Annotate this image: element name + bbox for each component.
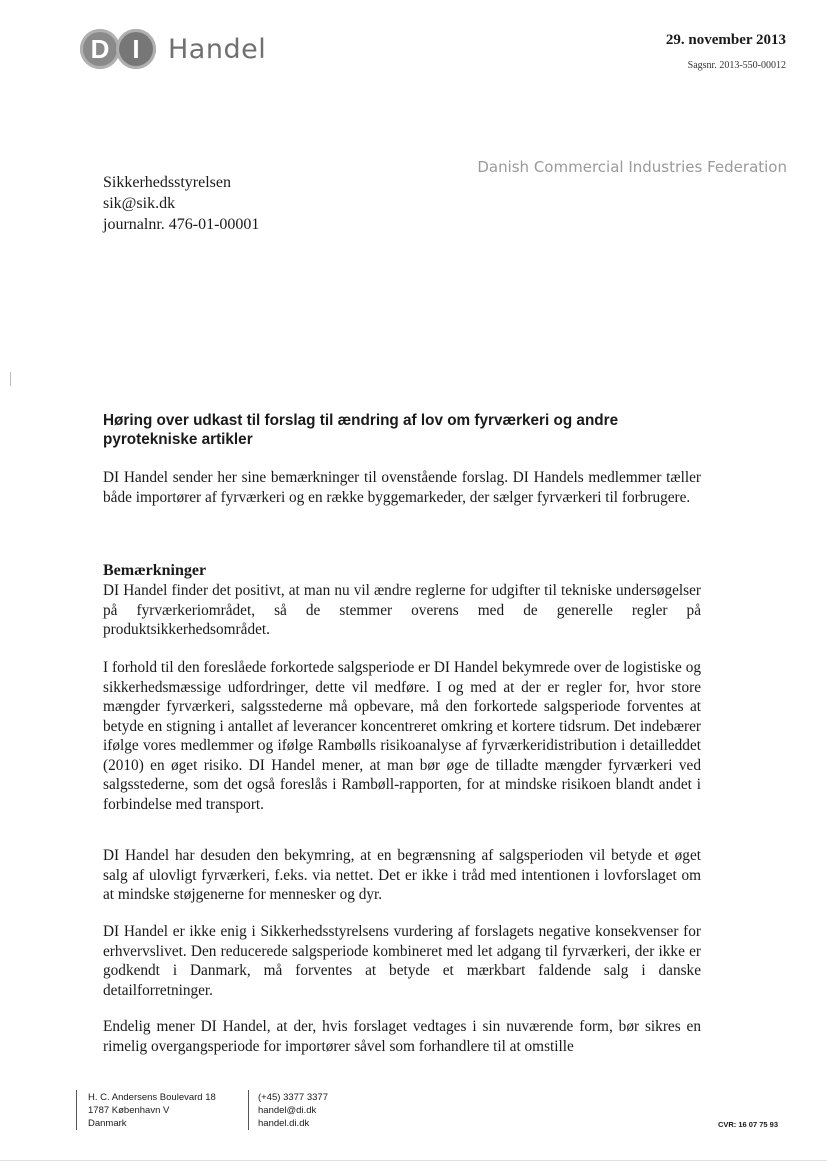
recipient-journal: journalnr. 476-01-00001	[103, 216, 260, 233]
page-bottom-line	[0, 1160, 827, 1161]
footer-divider-mid	[248, 1090, 249, 1130]
case-number: Sagsnr. 2013-550-00012	[687, 60, 786, 71]
contact-phone: (+45) 3377 3377	[258, 1092, 328, 1103]
contact-email: handel@di.dk	[258, 1105, 317, 1116]
cvr-number: CVR: 16 07 75 93	[717, 1120, 778, 1129]
paragraph-3: DI Handel har desuden den bekymring, at en begrænsning af salgsperioden vil betyde et øget salg af ulovligt fyrværkeri, f.eks. via nettet. Det er ikke i tråd med intentionen i lovforslaget om at mindske støjgenerne for mennesker og dyr.	[103, 847, 701, 903]
logo-name: Handel	[168, 33, 267, 65]
paragraph-5: Endelig mener DI Handel, at der, hvis forslaget vedtages i sin nuværende form, bør sikres en rimelig overgangsperiode for importører såvel som forhandlere til at omstille	[103, 1018, 701, 1055]
logo-i-circle: I	[116, 29, 156, 69]
address-city: 1787 København V	[88, 1105, 170, 1116]
margin-mark	[10, 372, 11, 386]
address-country: Danmark	[88, 1118, 127, 1129]
contact-web: handel.di.dk	[258, 1118, 310, 1129]
letter-heading: Høring over udkast til forslag til ændring af lov om fyrværkeri og andre pyrotekniske artikler	[103, 412, 619, 448]
recipient-name: Sikkerhedsstyrelsen	[103, 174, 231, 191]
footer-contact	[258, 1091, 328, 1130]
address-street: H. C. Andersens Boulevard 18	[88, 1092, 216, 1103]
intro-paragraph: DI Handel sender her sine bemærkninger til ovenstående forslag. DI Handels medlemmer tæller både importører af fyrværkeri og en række byggemarkeder, der sælger fyrværkeri til forbrugere.	[103, 469, 701, 506]
paragraph-2: I forhold til den foreslåede forkortede salgsperiode er DI Handel bekymrede over de logistiske og sikkerhedsmæssige udfordringer, dette vil medføre. I og med at der er regler for, hvor store mængder fyrværkeri, salgsstederne må opbevare, må den forkortede salgsperiode forventes at betyde en stigning i antallet af leverancer koncentreret omkring et kortere tidsrum. Det indebærer ifølge vores medlemmer og ifølge Rambølls risikoanalyse af fyrværkeridistribution i detailleddet (2010) en øget risiko. DI Handel mener, at man bør øge de tilladte mængder fyrværkeri ved salgsstederne, som det også foreslås i Rambøll-rapporten, for at mindske risikoen blandt andet i forbindelse med transport.	[103, 659, 701, 813]
paragraph-4: DI Handel er ikke enig i Sikkerhedsstyrelsens vurdering af forslagets negative konsekvenser for erhvervslivet. Den reducerede salgsperiode kombineret med let adgang til fyrværkeri, der ikke er godkendt i Danmark, må forventes at betyde et mærkbart faldende salg i danske detailforretninger.	[103, 923, 701, 999]
footer-divider-left	[76, 1090, 77, 1130]
recipient-block	[103, 172, 259, 235]
logo-d-circle: D	[80, 29, 120, 69]
di-handel-logo	[80, 28, 266, 70]
paragraph-1: DI Handel finder det positivt, at man nu vil ændre reglerne for udgifter til tekniske undersøgelser på fyrværkeriområdet, så de stemmer overens med de generelle regler på produktsikkerhedsområdet.	[103, 582, 701, 638]
section-title: Bemærkninger	[103, 562, 207, 579]
recipient-email: sik@sik.dk	[103, 195, 176, 212]
federation-name: Danish Commercial Industries Federation	[477, 158, 787, 176]
letter-date: 29. november 2013	[665, 32, 786, 48]
footer-address	[88, 1091, 216, 1130]
